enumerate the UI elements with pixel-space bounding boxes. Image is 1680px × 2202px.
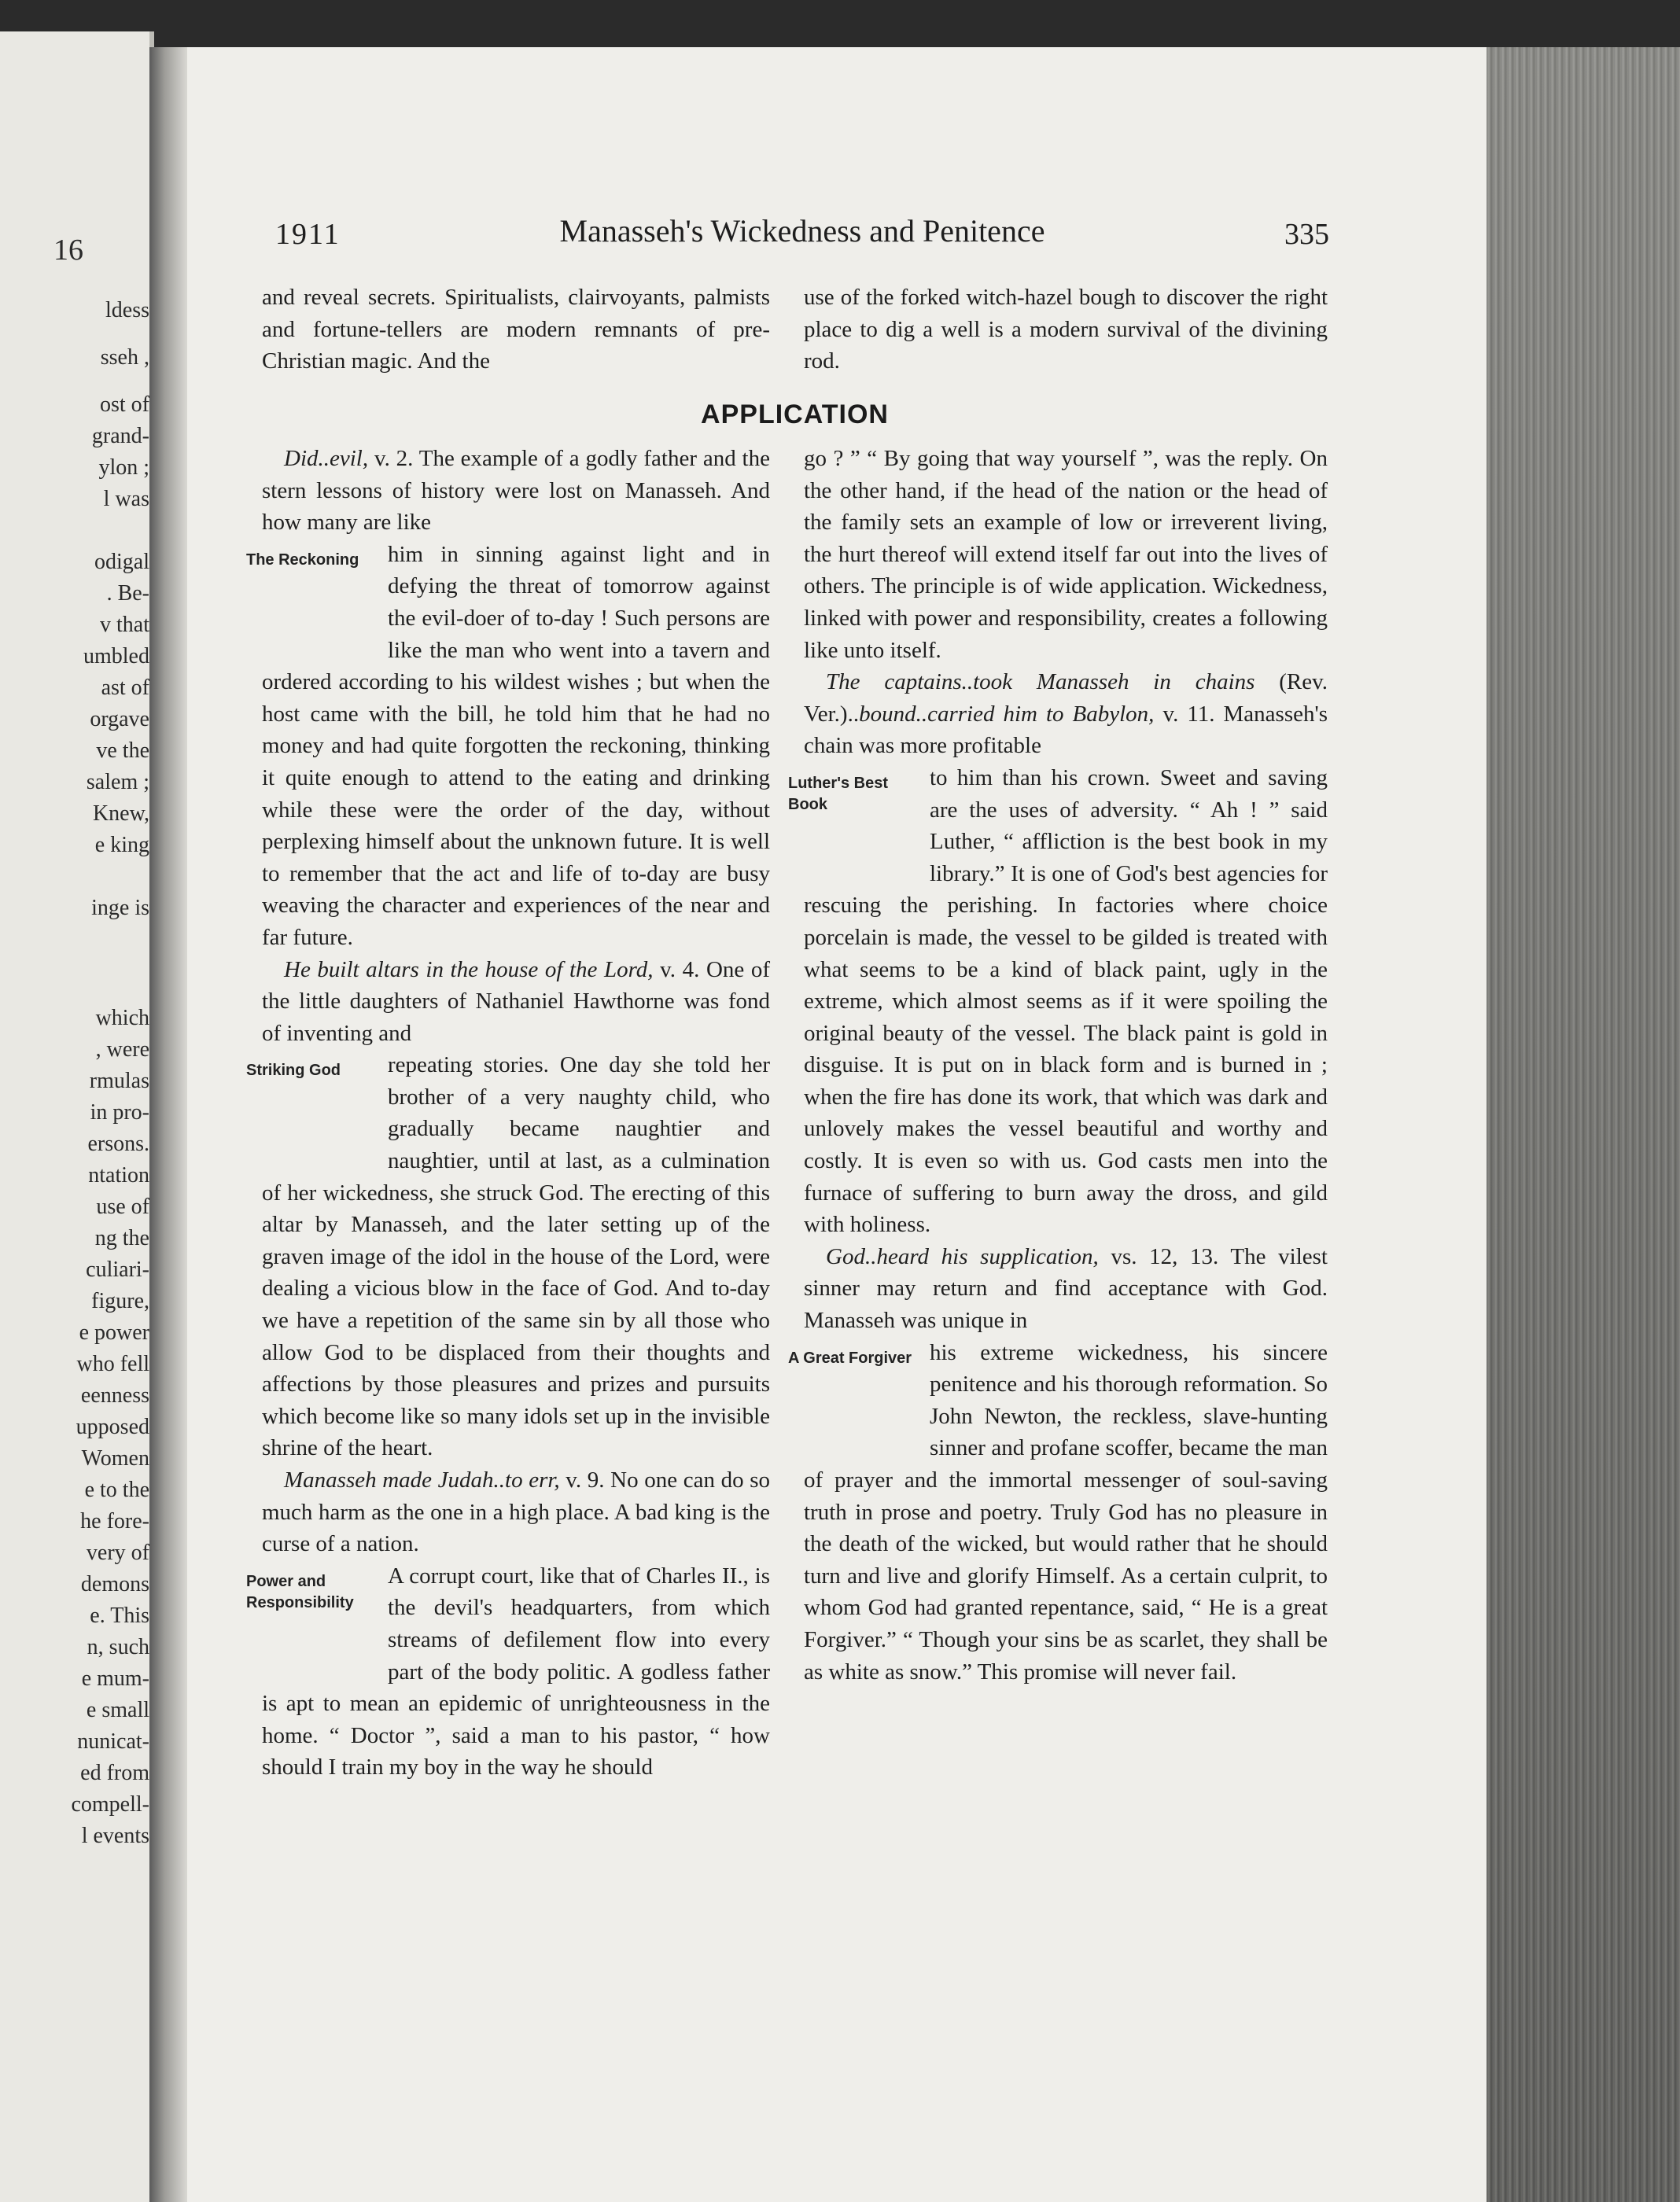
side-heading-striking-god: Striking God — [246, 1062, 341, 1080]
facing-page-line: Knew, — [92, 801, 149, 826]
facing-page-line: e small — [86, 1698, 149, 1722]
verse-reference: The captains..took Manasseh in chains — [826, 669, 1255, 695]
verse-reference-2: bound..carried him to Babylon, — [859, 701, 1155, 727]
facing-page-line: who fell — [76, 1352, 149, 1376]
facing-page-line: ve the — [96, 738, 149, 763]
facing-page-line: use of — [96, 1195, 149, 1219]
facing-page-line: which — [95, 1006, 149, 1030]
facing-page-line: grand- — [91, 424, 149, 448]
verse-number: vs. 12, 13. — [1098, 1243, 1219, 1269]
side-heading-the-reckoning: The Reckoning — [246, 550, 359, 569]
header-title: Manasseh's Wickedness and Penitence — [559, 213, 1045, 249]
top-right-paragraph — [804, 282, 1328, 377]
verse-reference: He built altars in the house of the Lord, — [284, 956, 654, 982]
verse-number: v. 9. — [559, 1467, 605, 1493]
paragraph-did-evil-cont — [246, 539, 770, 954]
facing-page-line: ldess — [105, 298, 149, 322]
paragraph-text: and reveal secrets. Spiritualists, clairvoyants, palmists and fortune-tellers are modern remnants of pre-Christian magic. And the — [262, 285, 770, 374]
facing-page-line: ersons. — [87, 1132, 149, 1156]
facing-page-line: sseh , — [100, 345, 149, 370]
facing-page-number: 16 — [53, 234, 83, 267]
facing-page-line: figure, — [91, 1289, 149, 1313]
paragraph-altars — [262, 954, 770, 1050]
paragraph-text: One of the little daughters of Nathaniel Hawthorne was fond of inventing and — [262, 956, 770, 1046]
paragraph-supplication — [804, 1241, 1328, 1337]
facing-page-line: upposed — [76, 1415, 149, 1439]
paragraph-text: The vilest sinner may return and find acceptance with God. Manasseh was unique in — [804, 1243, 1328, 1334]
facing-page-line: e to the — [84, 1478, 149, 1502]
facing-page-line: e king — [94, 833, 149, 857]
verse-number: v. 2. — [368, 446, 414, 471]
paragraph-did-evil — [262, 443, 770, 539]
left-column — [246, 443, 770, 1784]
verse-reference: Manasseh made Judah..to err, — [284, 1467, 560, 1493]
page-number: 335 — [1284, 218, 1329, 251]
side-heading-luthers-best-book: Luther's Best Book — [788, 774, 889, 813]
facing-page-line: compell- — [71, 1792, 149, 1817]
facing-page-line: orgave — [90, 707, 149, 731]
facing-page-line: salem ; — [86, 770, 149, 794]
paragraph-made-judah-err — [262, 1464, 770, 1560]
facing-page-line: umbled — [83, 644, 149, 668]
paragraph-text: his extreme wickedness, his sincere penitence and his thorough reformation. So John Newton, the reckless, slave-hunting sinner and profane scoffer, became the man of prayer and the immortal messenger of soul-saving truth in prose and poetry. Truly God has no pleasure in the death of the wicked, but would rather that he should turn and live and glorify Himself. As a certain culprit, to whom God had granted repentance, said, “ He is a great Forgiver.” “ Though your sins be as scarlet, they shall be as white as snow.” This promise will never fail. — [804, 1339, 1328, 1685]
facing-page-line: inge is — [91, 896, 149, 920]
paragraph-captains-cont — [788, 762, 1328, 1241]
facing-page — [0, 31, 154, 2202]
facing-page-line: l events — [81, 1824, 149, 1848]
facing-page-line: he fore- — [80, 1509, 149, 1534]
running-header — [275, 212, 1329, 260]
paragraph-text: No one can do so much harm as the one in a high place. A bad king is the curse of a nation. — [262, 1467, 770, 1557]
book-gutter — [149, 47, 187, 2202]
top-left-paragraph — [262, 282, 770, 377]
verse-reference: God..heard his supplication, — [826, 1243, 1099, 1269]
paragraph-made-judah-err-cont — [246, 1560, 770, 1784]
paragraph-captains — [804, 666, 1328, 762]
side-heading-power-and-responsibility: Power and Responsibility — [246, 1572, 354, 1611]
facing-page-line: n, such — [87, 1635, 149, 1659]
paragraph-text: him in sinning against light and in defying the threat of tomorrow against the evil-doer of to-day ! Such persons are like the man who went into a tavern and ordered according to his wildest wishes ; but when the host came with the bill, he told him that he had no money and had quite forgotten the reckoning, thinking it quite enough to attend to the eating and drinking while these were the order of the day, without perplexing himself about the unknown future. It is well to remember that the act and life of to-day are busy weaving the character and experiences of the near and far future. — [262, 541, 770, 950]
facing-page-line: nunicat- — [77, 1729, 149, 1754]
section-heading: APPLICATION — [701, 400, 889, 429]
facing-page-line: in pro- — [90, 1100, 149, 1125]
verse-note: (Rev. Ver.).. — [804, 669, 1328, 727]
facing-page-line: ylon ; — [98, 455, 149, 480]
side-heading-a-great-forgiver: A Great Forgiver — [788, 1349, 912, 1367]
facing-page-line: l was — [103, 487, 149, 511]
facing-page-line: e. This — [90, 1604, 149, 1628]
verse-number: v. 4. — [653, 956, 700, 982]
facing-page-line: ed from — [80, 1761, 149, 1785]
paragraph-text: The example of a godly father and the stern lessons of history were lost on Manasseh. And how many are like — [262, 446, 770, 536]
page-edges — [1487, 47, 1680, 2202]
facing-page-line: ost of — [100, 392, 149, 417]
facing-page-line: e mum- — [81, 1666, 149, 1691]
paragraph-altars-cont — [246, 1049, 770, 1464]
verse-reference: Did..evil, — [284, 446, 369, 471]
paragraph-continued: go ? ” “ By going that way yourself ”, was the reply. On the other hand, if the head of the nation or the head of the family sets an example of low or irreverent living, the hurt thereof will extend itself far out into the lives of others. The principle is of wide application. Wickedness, linked with power and responsibility, creates a following like unto itself. — [804, 446, 1328, 663]
paragraph-text: A corrupt court, like that of Charles II., is the devil's headquarters, from which streams of defilement flow into every part of the body politic. A godless father is apt to mean an epidemic of unrighteousness in the home. “ Doctor ”, said a man to his pastor, “ how should I train my boy in the way he should — [262, 1563, 770, 1780]
header-year: 1911 — [275, 218, 341, 251]
facing-page-line: eenness — [80, 1383, 149, 1408]
paragraph-text: repeating stories. One day she told her brother of a very naughty child, who gradually became naughtier and naughtier, until at last, as a culmination of her wickedness, she struck God. The erecting of this altar by Manasseh, and the later setting up of the graven image of the idol in the house of the Lord, were dealing a vicious blow in the face of God. And to-day we have a repetition of the same sin by all those who allow God to be displaced from their thoughts and affections by those pleasures and prizes and pursuits which become like so many idols set up in the invisible shrine of the heart. — [262, 1052, 770, 1461]
facing-page-line: e power — [79, 1320, 149, 1345]
facing-page-line: odigal — [94, 550, 149, 574]
facing-page-line: . Be- — [106, 581, 149, 606]
paragraph-supplication-cont — [788, 1337, 1328, 1688]
facing-page-line: culiari- — [86, 1257, 149, 1282]
paragraph-text: v. 11. Manasseh's chain was more profitable — [804, 701, 1328, 759]
facing-page-line: ast of — [101, 676, 149, 700]
facing-page-line: ntation — [88, 1163, 149, 1188]
facing-page-line: Women — [81, 1446, 149, 1471]
facing-page-line: ng the — [94, 1226, 149, 1250]
right-column — [788, 443, 1328, 1688]
facing-page-line: rmulas — [89, 1069, 149, 1093]
facing-page-line: v that — [100, 613, 149, 637]
facing-page-line: very of — [86, 1541, 149, 1565]
facing-page-line: , were — [95, 1037, 149, 1062]
facing-page-line: demons — [80, 1572, 149, 1596]
paragraph-text: use of the forked witch-hazel bough to discover the right place to dig a well is a modern survival of the divining rod. — [804, 285, 1328, 374]
paragraph-text: to him than his crown. Sweet and saving are the uses of adversity. “ Ah ! ” said Luther, “ affliction is the best book in my library.” It is one of God's best agencies for rescuing the perishing. In factories where choice porcelain is made, the vessel to be gilded is treated with what seems to be a kind of black paint, ugly in the extreme, which almost seems as if it were spoiling the original beauty of the vessel. The black paint is gold in disguise. It is put on in black form and is burned in ; when the fire has done its work, that which was dark and unlovely makes the vessel beautiful and worthy and costly. It is even so with us. God casts men into the furnace of suffering to burn away the dross, and gild with holiness. — [804, 764, 1328, 1238]
